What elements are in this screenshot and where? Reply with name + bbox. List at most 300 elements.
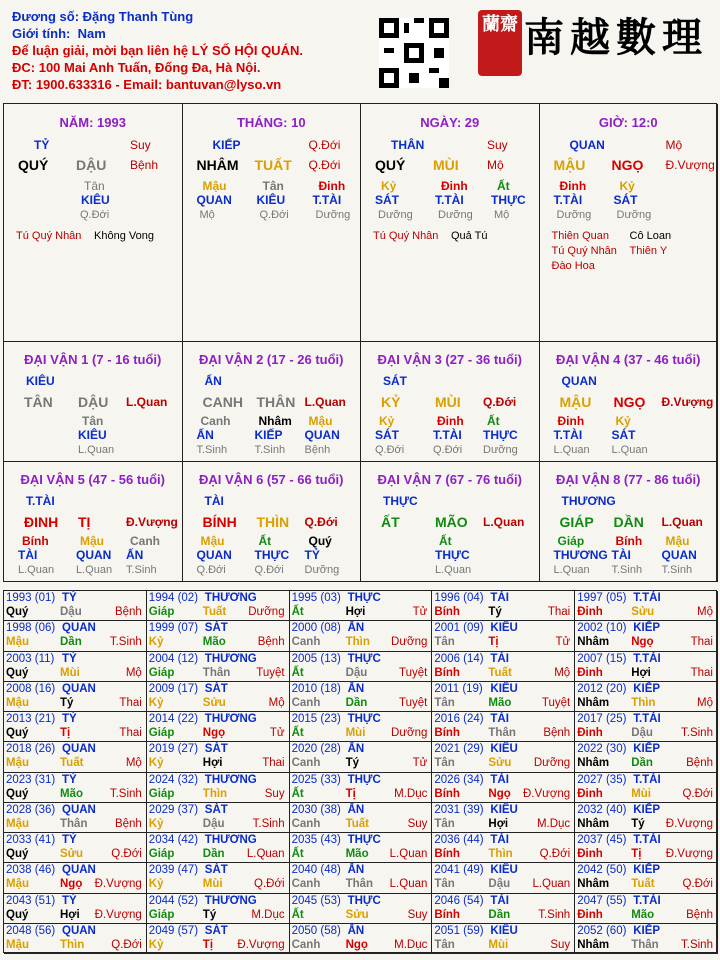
chart-grid — [3, 103, 717, 582]
hidden-stem: Tân — [82, 414, 104, 428]
ten-god: TỶ — [62, 773, 77, 786]
ten-god: THỰC — [347, 894, 381, 907]
year-label: 2004 (12) — [148, 652, 199, 665]
hidden-stage: Q.Đới — [375, 444, 405, 456]
stage: Suy — [130, 138, 151, 152]
earthly-branch: DẬU — [78, 394, 109, 410]
year-cell — [290, 833, 433, 863]
pillar-heading: THÁNG: 10 — [236, 115, 306, 130]
year-branch: Tị — [202, 938, 214, 951]
hidden-stage: Q.Đới — [254, 564, 284, 576]
year-label: 2015 (23) — [291, 713, 341, 725]
hidden-god: THỰC — [435, 548, 470, 562]
year-cell — [432, 833, 575, 863]
year-branch: Ngọ — [345, 938, 368, 951]
year-stage: L.Quan — [389, 848, 428, 860]
year-stage: Mộ — [125, 666, 142, 679]
year-stage: Thai — [547, 606, 571, 618]
dai-van-heading: ĐẠI VẬN 1 (7 - 16 tuổi) — [24, 352, 162, 367]
year-stem: Đinh — [577, 727, 603, 739]
ten-god: THƯƠNG — [204, 652, 257, 665]
year-stem: Ất — [291, 666, 304, 679]
year-stem: Bính — [434, 727, 460, 739]
annual-table — [3, 590, 717, 953]
year-stem: Giáp — [148, 606, 175, 618]
year-label: 2044 (52) — [148, 894, 199, 907]
qr-code-icon — [379, 18, 449, 88]
dai-van-cell — [361, 462, 540, 582]
year-cell — [147, 773, 290, 803]
year-branch: Tý — [60, 696, 74, 709]
year-branch: Tị — [488, 636, 499, 649]
ten-god: T.TÀI — [633, 894, 661, 907]
year-cell — [4, 894, 147, 924]
ten-god: KIẾP — [633, 924, 661, 937]
year-label: 2025 (33) — [291, 773, 341, 786]
year-stage: Thai — [690, 666, 713, 679]
ten-god: QUAN — [561, 374, 597, 388]
ten-god: QUAN — [62, 622, 96, 635]
pillar-heading: NGÀY: 29 — [420, 115, 480, 130]
ten-god: TÀI — [204, 494, 224, 508]
year-stage: Đ.Vượng — [665, 817, 713, 830]
year-cell — [290, 773, 433, 803]
pillar-heading: NĂM: 1993 — [59, 115, 126, 130]
year-cell — [147, 682, 290, 712]
hidden-stem: Bính — [615, 534, 643, 548]
year-cell — [575, 803, 718, 833]
year-stage: Tử — [412, 757, 428, 770]
stage: L.Quan — [483, 515, 525, 529]
year-branch: Thân — [488, 727, 516, 739]
year-label: 1999 (07) — [148, 622, 199, 635]
hidden-stage: L.Quan — [553, 444, 590, 456]
hidden-god: THƯƠNG — [553, 548, 608, 562]
hidden-stage: Q.Đới — [196, 564, 226, 576]
dai-van-heading: ĐẠI VẬN 8 (77 - 86 tuổi) — [556, 472, 701, 487]
ten-god: TỶ — [34, 138, 50, 152]
year-cell — [432, 652, 575, 682]
heavenly-stem: ẤT — [381, 514, 400, 530]
pillar-cell — [361, 104, 540, 342]
year-stem: Mậu — [6, 696, 29, 709]
hidden-god: THỰC — [254, 548, 290, 562]
dai-van-cell — [540, 342, 719, 462]
year-branch: Mão — [488, 696, 512, 709]
phone-email-line: ĐT: 1900.633316 - Email: bantuvan@lyso.vn — [12, 77, 282, 92]
year-stage: Bệnh — [543, 727, 571, 739]
year-cell — [575, 621, 718, 651]
year-label: 2045 (53) — [291, 894, 341, 907]
ten-god: ẤN — [347, 924, 365, 937]
year-cell — [432, 863, 575, 893]
year-stage: Suy — [264, 787, 285, 800]
year-cell — [432, 742, 575, 772]
ten-god: SÁT — [204, 682, 228, 695]
hidden-stage: Dưỡng — [616, 209, 652, 221]
year-label: 1993 (01) — [6, 592, 56, 604]
year-stage: T.Sinh — [252, 817, 285, 830]
year-cell — [432, 894, 575, 924]
year-stem: Ất — [291, 787, 304, 800]
year-cell — [290, 742, 433, 772]
year-cell — [575, 833, 718, 863]
year-stage: Mộ — [697, 696, 713, 709]
hidden-stem: Kỷ — [379, 414, 395, 428]
year-cell — [147, 863, 290, 893]
year-stem: Canh — [291, 817, 321, 830]
year-branch: Dậu — [631, 727, 653, 739]
ten-god: TÀI — [490, 834, 509, 846]
year-label: 2031 (39) — [434, 803, 484, 816]
year-label: 2047 (55) — [577, 894, 627, 907]
name-label: Đương số: — [12, 9, 80, 24]
year-cell — [290, 652, 433, 682]
hidden-stem: Mậu — [202, 179, 227, 193]
year-label: 2005 (13) — [291, 652, 341, 665]
hidden-stem: Ất — [487, 414, 500, 428]
year-label: 2021 (29) — [434, 743, 484, 756]
hidden-stage: L.Quan — [435, 564, 472, 576]
year-stage: M.Dục — [251, 908, 285, 921]
year-stage: Tử — [412, 606, 428, 618]
ten-god: ẤN — [347, 682, 365, 695]
ten-god: TỶ — [62, 834, 77, 846]
ten-god: SÁT — [204, 864, 228, 877]
year-cell — [147, 833, 290, 863]
hidden-god: THỰC — [483, 428, 518, 442]
year-branch: Dần — [488, 908, 511, 921]
year-cell — [4, 773, 147, 803]
year-cell — [4, 742, 147, 772]
year-cell — [432, 591, 575, 621]
year-label: 2051 (59) — [434, 924, 484, 937]
dai-van-heading: ĐẠI VẬN 5 (47 - 56 tuổi) — [20, 472, 165, 487]
year-stage: Dưỡng — [533, 757, 571, 770]
year-branch: Thân — [202, 666, 231, 679]
ten-god: TỶ — [62, 652, 77, 665]
year-stem: Canh — [291, 757, 321, 770]
hidden-god: TÀI — [18, 548, 38, 562]
hidden-stage: Q.Đới — [259, 209, 289, 221]
year-branch: Thìn — [202, 787, 228, 800]
year-stem: Quý — [6, 666, 29, 679]
year-cell — [432, 773, 575, 803]
year-cell — [290, 863, 433, 893]
year-stem: Giáp — [148, 908, 175, 921]
ten-god: TỶ — [62, 713, 77, 725]
year-stage: Thai — [119, 727, 142, 739]
name-value: Đặng Thanh Tùng — [82, 9, 194, 24]
year-cell — [4, 803, 147, 833]
year-stage: Mộ — [125, 757, 142, 770]
year-stage: Thai — [119, 696, 142, 709]
ten-god: KIẾP — [633, 803, 661, 816]
star-item: Tú Quý Nhân — [373, 230, 439, 242]
heavenly-stem: QUÝ — [375, 157, 406, 173]
year-branch: Dần — [60, 636, 82, 649]
ten-god: KIÊU — [490, 864, 518, 877]
year-branch: Dần — [202, 848, 225, 860]
dai-van-heading: ĐẠI VẬN 6 (57 - 66 tuổi) — [199, 472, 344, 487]
year-label: 2030 (38) — [291, 803, 341, 816]
year-label: 1998 (06) — [6, 622, 56, 635]
ten-god: THỰC — [347, 713, 381, 725]
year-stage: M.Dục — [536, 817, 571, 830]
earthly-branch: DẬU — [76, 157, 107, 173]
heavenly-stem: MẬU — [553, 157, 586, 173]
year-stem: Bính — [434, 908, 460, 921]
ten-god: TÀI — [490, 773, 509, 786]
stage: L.Quan — [304, 395, 346, 409]
year-stage: L.Quan — [389, 878, 428, 891]
hidden-god: ẤN — [126, 548, 144, 562]
hidden-stem: Mậu — [308, 414, 333, 428]
year-stage: L.Quan — [532, 878, 571, 891]
earthly-branch: THÂN — [256, 394, 296, 410]
year-cell — [290, 803, 433, 833]
hidden-god: KIẾP — [254, 428, 283, 442]
year-label: 2038 (46) — [6, 864, 56, 877]
ten-god: ẤN — [347, 864, 365, 877]
year-cell — [290, 894, 433, 924]
hidden-god: T.TÀI — [312, 193, 342, 207]
star-item: Tú Quý Nhân — [16, 230, 82, 242]
year-branch: Dậu — [202, 817, 225, 830]
year-label: 2048 (56) — [6, 924, 56, 937]
dai-van-heading: ĐẠI VẬN 4 (37 - 46 tuổi) — [556, 352, 701, 367]
earthly-branch: TUẤT — [254, 157, 292, 173]
heavenly-stem: MẬU — [559, 394, 592, 410]
year-stem: Giáp — [148, 666, 175, 679]
hidden-stem: Quý — [308, 534, 332, 548]
year-branch: Dần — [345, 696, 368, 709]
year-stem: Bính — [434, 787, 460, 800]
star-item: Đào Hoa — [551, 260, 595, 272]
year-branch: Dậu — [345, 666, 368, 679]
year-cell — [432, 682, 575, 712]
seal-logo: 蘭齋 — [478, 10, 522, 76]
hidden-stage: Q.Đới — [80, 209, 110, 221]
year-branch: Thân — [345, 878, 374, 891]
year-label: 2016 (24) — [434, 713, 484, 725]
ten-god: KIÊU — [490, 682, 518, 695]
year-stem: Giáp — [148, 727, 175, 739]
hidden-stem: Ất — [439, 534, 452, 548]
ten-god: TÀI — [490, 713, 509, 725]
heavenly-stem: KỶ — [381, 394, 401, 410]
gender-label: Giới tính: — [12, 26, 71, 41]
year-stem: Tân — [434, 817, 455, 830]
hidden-stage: T.Sinh — [611, 564, 643, 576]
year-stage: Q.Đới — [254, 878, 285, 891]
year-label: 2020 (28) — [291, 743, 341, 756]
year-cell — [4, 712, 147, 742]
year-label: 2012 (20) — [577, 682, 627, 695]
hidden-stage: Mộ — [494, 209, 510, 221]
year-branch: Sửu — [345, 908, 369, 921]
year-stem: Giáp — [148, 848, 175, 860]
ten-god: ẤN — [347, 743, 365, 756]
pillar-heading: GIỜ: 12:0 — [598, 115, 658, 130]
year-stem: Nhâm — [577, 938, 610, 951]
hidden-god: QUAN — [76, 548, 112, 562]
year-stem: Kỷ — [148, 817, 164, 830]
year-branch: Tuất — [202, 606, 227, 618]
hidden-stage: Dưỡng — [378, 209, 413, 221]
ten-god: KIÊU — [490, 803, 518, 816]
year-stem: Bính — [434, 848, 460, 860]
year-label: 1996 (04) — [434, 592, 484, 604]
star-item: Không Vong — [94, 230, 154, 242]
year-stage: Mộ — [697, 606, 713, 618]
year-stem: Canh — [291, 938, 321, 951]
year-stem: Ất — [291, 606, 304, 618]
hidden-stage: Dưỡng — [315, 209, 351, 221]
hidden-stage: Q.Đới — [433, 444, 463, 456]
year-branch: Tý — [202, 908, 217, 921]
year-stage: Tuyệt — [399, 696, 428, 709]
year-cell — [290, 682, 433, 712]
hidden-god: SÁT — [611, 428, 636, 442]
year-branch: Ngọ — [60, 878, 83, 891]
year-cell — [147, 591, 290, 621]
hidden-stem: Ất — [497, 179, 510, 193]
year-cell — [432, 803, 575, 833]
year-label: 2032 (40) — [577, 803, 627, 816]
year-stem: Quý — [6, 787, 29, 800]
hidden-stem: Kỷ — [619, 179, 635, 193]
hidden-god: KIÊU — [81, 193, 110, 207]
year-branch: Hợi — [488, 817, 509, 830]
hidden-stage: L.Quan — [553, 564, 590, 576]
ten-god: THỰC — [347, 652, 381, 665]
year-stage: T.Sinh — [109, 787, 142, 800]
year-branch: Mão — [60, 787, 83, 800]
year-stem: Canh — [291, 636, 321, 649]
hidden-god: SÁT — [375, 193, 399, 207]
ten-god: THỰC — [347, 592, 381, 604]
year-label: 2036 (44) — [434, 834, 484, 846]
year-branch: Tị — [60, 727, 71, 739]
year-branch: Tị — [631, 848, 642, 860]
ten-god: ẤN — [204, 374, 222, 388]
ten-god: TÀI — [490, 592, 509, 604]
year-branch: Mùi — [60, 666, 80, 679]
year-label: 2027 (35) — [577, 773, 627, 786]
star-item: Quả Tú — [451, 230, 488, 242]
ten-god: THƯƠNG — [204, 773, 257, 786]
year-label: 2046 (54) — [434, 894, 484, 907]
hidden-stem: Kỷ — [381, 179, 397, 193]
ten-god: KIẾP — [633, 622, 661, 635]
year-branch: Hợi — [631, 666, 651, 679]
ten-god: KIÊU — [490, 924, 518, 937]
year-label: 2028 (36) — [6, 803, 56, 816]
earthly-branch: MÃO — [435, 514, 468, 530]
year-label: 2035 (43) — [291, 834, 341, 846]
year-label: 2029 (37) — [148, 803, 199, 816]
year-label: 1995 (03) — [291, 592, 341, 604]
ten-god: KIẾP — [212, 138, 241, 152]
year-stage: Đ.Vượng — [94, 878, 142, 891]
star-item: Tú Quý Nhân — [551, 245, 617, 257]
hidden-stem: Mậu — [665, 534, 690, 548]
hidden-stage: Bệnh — [304, 444, 331, 456]
dai-van-heading: ĐẠI VẬN 7 (67 - 76 tuổi) — [377, 472, 522, 487]
year-branch: Dậu — [488, 878, 511, 891]
year-branch: Ngọ — [202, 727, 226, 739]
year-branch: Mùi — [345, 727, 366, 739]
year-label: 2013 (21) — [6, 713, 56, 725]
year-cell — [575, 894, 718, 924]
dai-van-heading: ĐẠI VẬN 3 (27 - 36 tuổi) — [377, 352, 522, 367]
branch-stage: Mộ — [487, 158, 504, 172]
year-branch: Hợi — [60, 908, 80, 921]
year-branch: Sửu — [488, 757, 512, 770]
year-cell — [4, 682, 147, 712]
hidden-stem: Đinh — [559, 179, 587, 193]
earthly-branch: NGỌ — [611, 157, 644, 173]
year-branch: Mão — [631, 908, 655, 921]
ten-god: QUAN — [62, 864, 96, 877]
year-label: 2014 (22) — [148, 713, 199, 725]
year-branch: Mùi — [202, 878, 223, 891]
year-stage: Q.Đới — [111, 848, 142, 860]
year-stem: Đinh — [577, 848, 603, 860]
hidden-god: T.TÀI — [553, 193, 583, 207]
year-label: 2052 (60) — [577, 924, 627, 937]
year-label: 2023 (31) — [6, 773, 56, 786]
hidden-stage: Dưỡng — [556, 209, 592, 221]
ten-god: T.TÀI — [633, 713, 661, 725]
ten-god: THƯƠNG — [204, 713, 257, 725]
address-line: ĐC: 100 Mai Anh Tuấn, Đống Đa, Hà Nội. — [12, 60, 261, 75]
year-label: 2050 (58) — [291, 924, 341, 937]
hidden-stage: T.Sinh — [254, 444, 286, 456]
year-branch: Tuất — [631, 878, 655, 891]
year-stage: Bệnh — [114, 606, 142, 618]
year-cell — [4, 621, 147, 651]
year-stem: Canh — [291, 878, 321, 891]
year-stem: Nhâm — [577, 817, 610, 830]
ten-god: KIÊU — [490, 622, 518, 635]
year-cell — [147, 894, 290, 924]
year-label: 2022 (30) — [577, 743, 627, 756]
year-stage: Suy — [407, 817, 428, 830]
hidden-stem: Đinh — [318, 179, 346, 193]
ten-god: QUAN — [62, 743, 96, 756]
year-label: 2049 (57) — [148, 924, 199, 937]
year-stage: Q.Đới — [111, 938, 142, 951]
year-stem: Quý — [6, 848, 29, 860]
year-cell — [147, 742, 290, 772]
hidden-stem: Bính — [22, 534, 49, 548]
year-cell — [575, 652, 718, 682]
ten-god: SÁT — [383, 374, 407, 388]
dai-van-cell — [4, 342, 183, 462]
year-branch: Thìn — [631, 696, 656, 709]
year-cell — [4, 833, 147, 863]
year-label: 2033 (41) — [6, 834, 56, 846]
hidden-stage: T.Sinh — [196, 444, 228, 456]
hidden-god: QUAN — [661, 548, 697, 562]
branch-stage: Bệnh — [130, 158, 159, 172]
year-label: 2002 (10) — [577, 622, 627, 635]
year-cell — [4, 924, 147, 954]
year-stage: T.Sinh — [538, 908, 571, 921]
hidden-stage: L.Quan — [78, 444, 115, 456]
